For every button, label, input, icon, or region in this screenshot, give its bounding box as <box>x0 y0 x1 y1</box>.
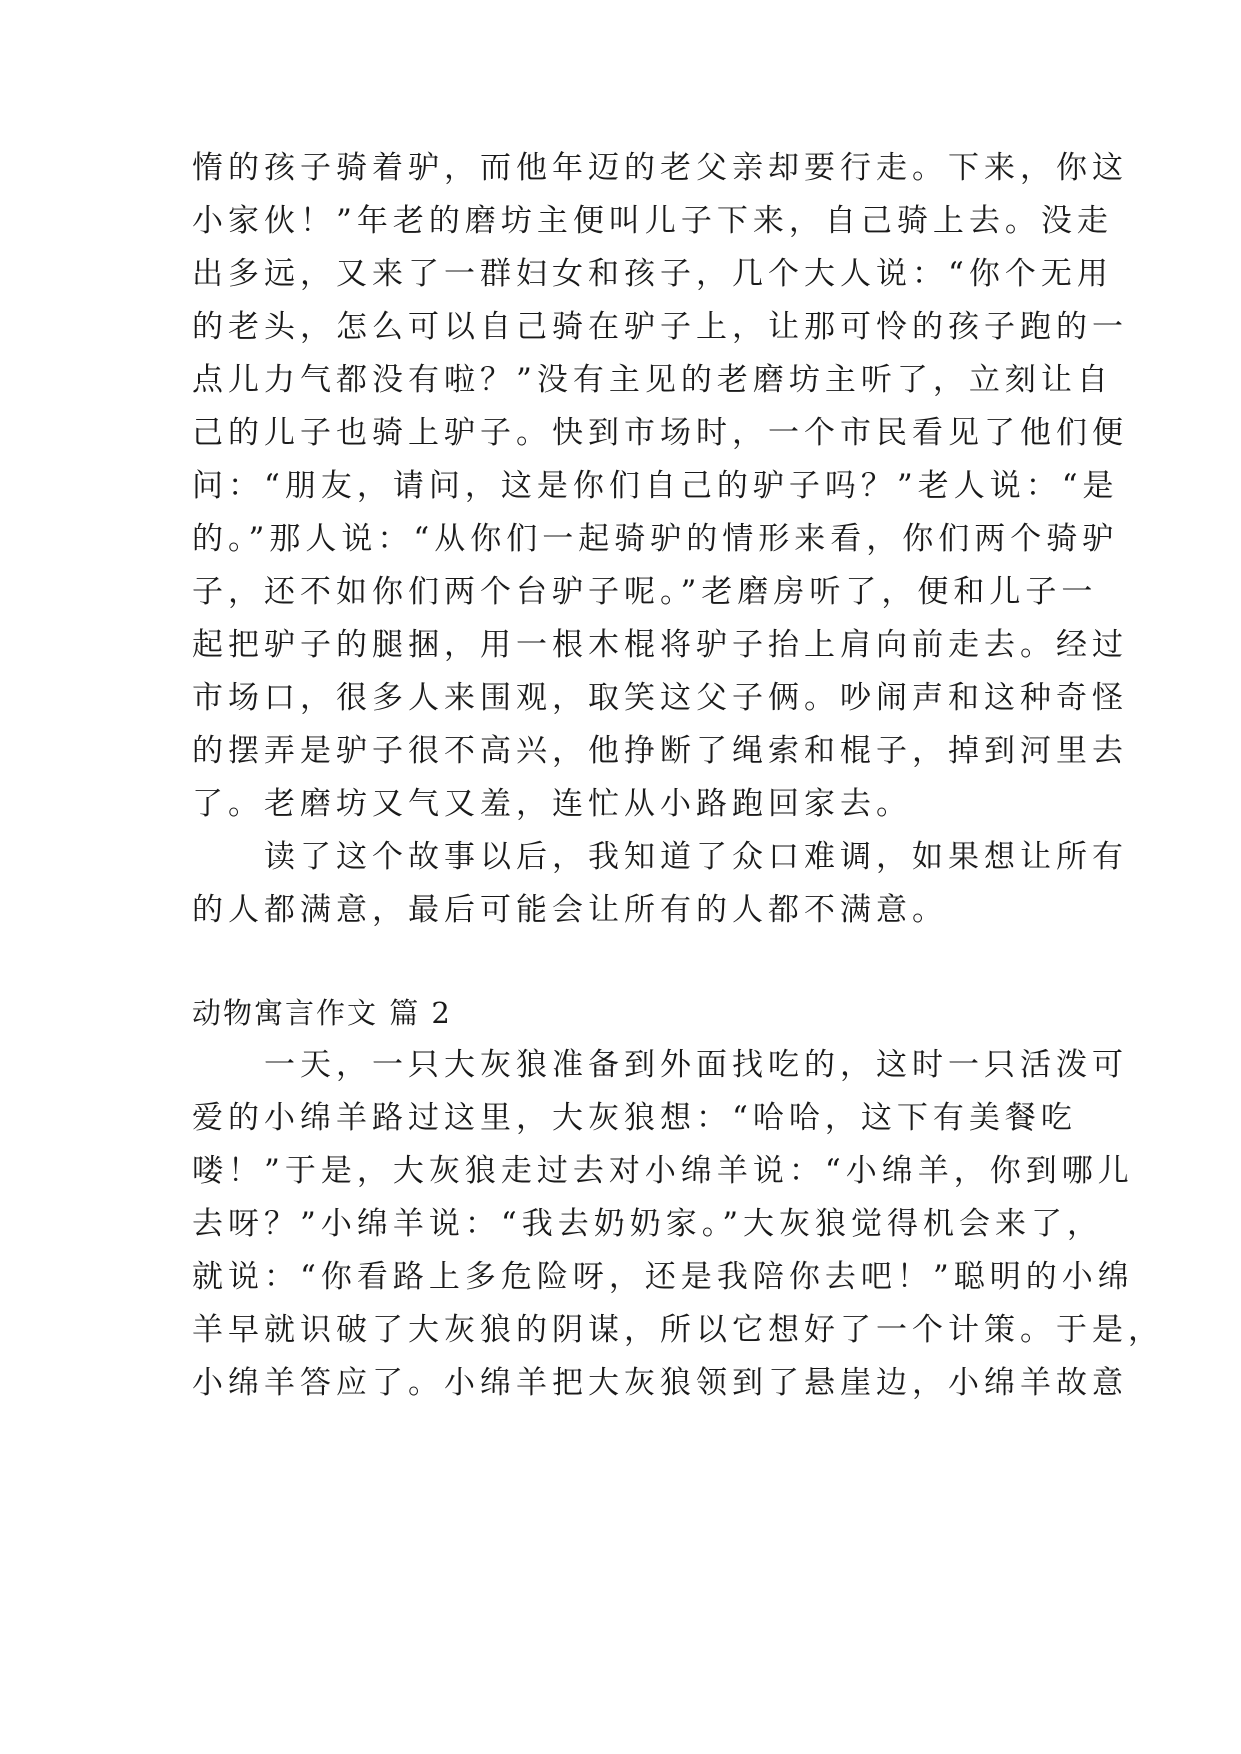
text-line: 的人都满意，最后可能会让所有的人都不满意。 <box>192 892 948 928</box>
text-line: 小家伙！”年老的磨坊主便叫儿子下来，自己骑上去。没走 <box>192 203 1113 239</box>
text-line: 起把驴子的腿捆，用一根木棍将驴子抬上肩向前走去。经过 <box>192 627 1128 663</box>
text-line: 惰的孩子骑着驴，而他年迈的老父亲却要行走。下来，你这 <box>192 150 1128 186</box>
section-heading: 动物寓言作文 篇 2 <box>192 996 452 1030</box>
text-line: 的摆弄是驴子很不高兴，他挣断了绳索和棍子，掉到河里去 <box>192 733 1128 769</box>
text-line: 点儿力气都没有啦？”没有主见的老磨坊主听了，立刻让自 <box>192 362 1113 398</box>
paragraph-line: 一天，一只大灰狼准备到外面找吃的，这时一只活泼可 <box>192 1047 1128 1083</box>
paragraph-line: 读了这个故事以后，我知道了众口难调，如果想让所有 <box>192 839 1128 875</box>
text-line: 爱的小绵羊路过这里，大灰狼想：“哈哈，这下有美餐吃 <box>192 1100 1077 1136</box>
text-line: 去呀？”小绵羊说：“我去奶奶家。”大灰狼觉得机会来了， <box>192 1206 1104 1242</box>
text-line: 的老头，怎么可以自己骑在驴子上，让那可怜的孩子跑的一 <box>192 309 1128 345</box>
text-line: 羊早就识破了大灰狼的阴谋，所以它想好了一个计策。于是， <box>192 1312 1164 1348</box>
text-line: 的。”那人说：“从你们一起骑驴的情形来看，你们两个骑驴 <box>192 521 1119 557</box>
text-line: 小绵羊答应了。小绵羊把大灰狼领到了悬崖边，小绵羊故意 <box>192 1365 1128 1401</box>
text-line: 就说：“你看路上多危险呀，还是我陪你去吧！”聪明的小绵 <box>192 1259 1134 1295</box>
text-line: 喽！”于是，大灰狼走过去对小绵羊说：“小绵羊，你到哪儿 <box>192 1153 1134 1189</box>
text-line: 出多远，又来了一群妇女和孩子，几个大人说：“你个无用 <box>192 256 1113 292</box>
text-line: 问：“朋友，请问，这是你们自己的驴子吗？”老人说：“是 <box>192 468 1119 504</box>
text-line: 了。老磨坊又气又羞，连忙从小路跑回家去。 <box>192 786 912 822</box>
text-line: 市场口，很多人来围观，取笑这父子俩。吵闹声和这种奇怪 <box>192 680 1128 716</box>
text-line: 子，还不如你们两个台驴子呢。”老磨房听了，便和儿子一 <box>192 574 1098 610</box>
text-line: 己的儿子也骑上驴子。快到市场时，一个市民看见了他们便 <box>192 415 1128 451</box>
